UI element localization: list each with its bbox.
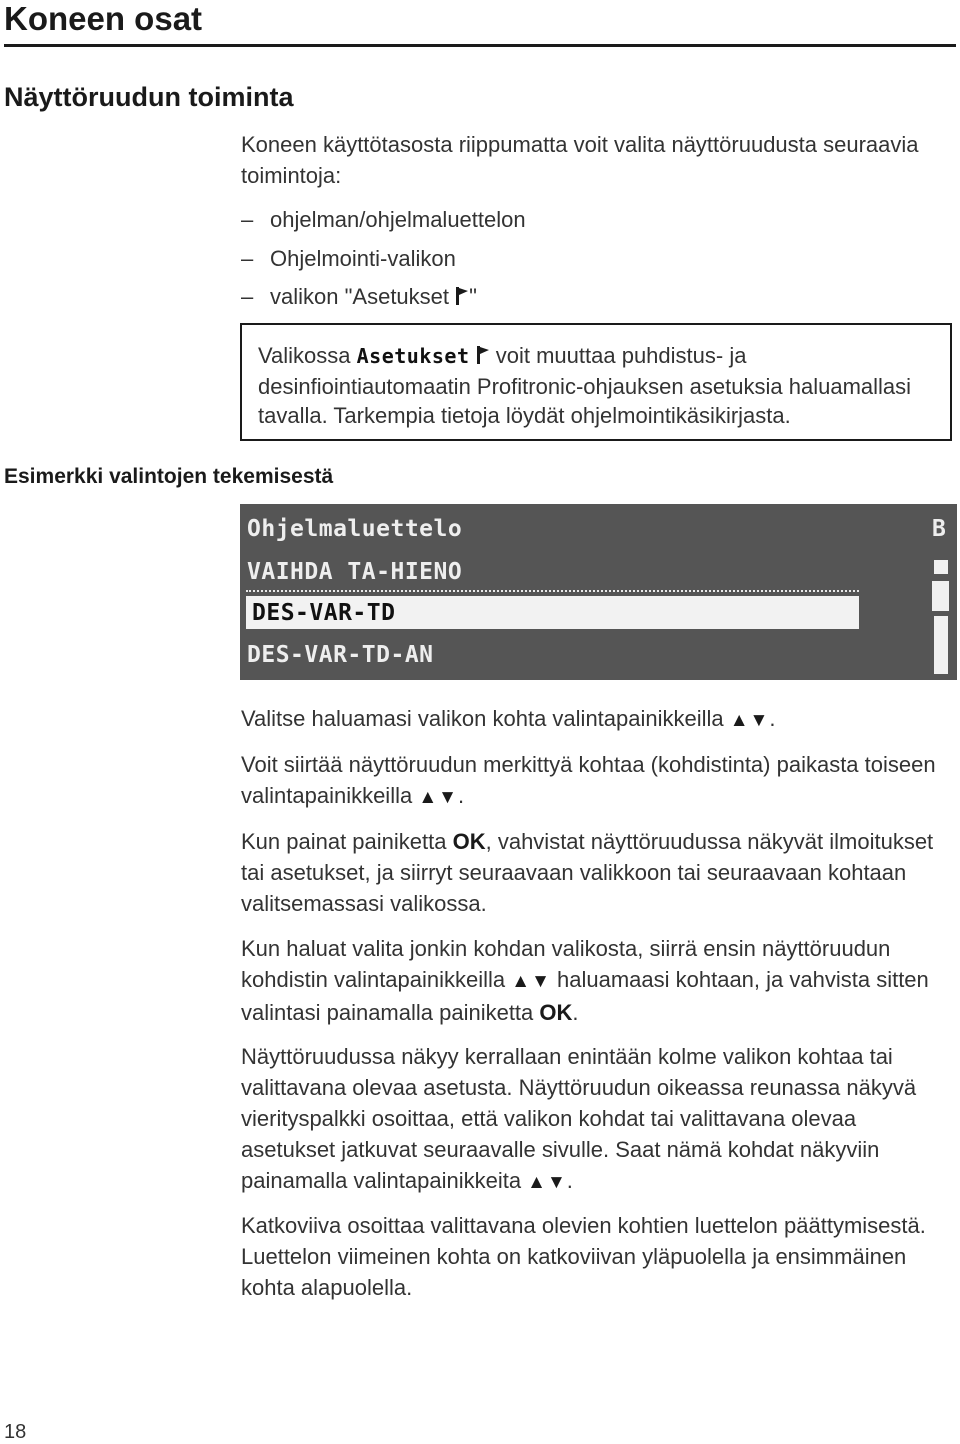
paragraph-text: Valitse haluamasi valikon kohta valintapainikkeilla bbox=[241, 706, 730, 731]
list-item bbox=[241, 205, 526, 235]
list-item-label: ohjelman/ohjelmaluettelon bbox=[270, 207, 526, 232]
paragraph-end: . bbox=[457, 783, 465, 808]
lcd-menu-item: VAIHDA TA-HIENO bbox=[247, 559, 463, 585]
lcd-menu-item: DES-VAR-TD-AN bbox=[247, 642, 434, 668]
paragraph bbox=[241, 1041, 956, 1198]
paragraph-text: haluamaasi kohtaan, ja vahvista sitten valintasi painamalla painiketta bbox=[241, 967, 929, 1025]
paragraph-text: Voit siirtää näyttöruudun merkittyä kohtaa (kohdistinta) paikasta toiseen valintapainikkeilla bbox=[241, 752, 936, 808]
list-dash: – bbox=[241, 284, 254, 309]
scrollbar-thumb bbox=[932, 581, 949, 611]
paragraph bbox=[241, 749, 956, 813]
section-title: Näyttöruudun toiminta bbox=[4, 82, 294, 112]
lcd-indicator: B bbox=[932, 516, 947, 542]
paragraph-end: . bbox=[572, 1000, 579, 1025]
ok-button-label: OK bbox=[539, 1000, 573, 1025]
paragraph-text: , vahvistat näyttöruudussa näkyvät ilmoitukset tai asetukset, ja siirryt seuraavaan valikkoon tai seuraavaan kohtaan valitsemassasi valikossa. bbox=[241, 829, 934, 916]
title-rule bbox=[4, 44, 956, 47]
paragraph-text: Kun painat painiketta bbox=[241, 829, 453, 854]
paragraph-text: Katkoviiva osoittaa valittavana olevien kohtien luettelon päättymisestä. Luettelon viimeinen kohta on katkoviivan yläpuolella ja ensimmäinen kohta alapuolella. bbox=[241, 1213, 926, 1300]
up-down-arrows-icon: ▲▼ bbox=[527, 1172, 567, 1193]
display-word: Asetukset bbox=[356, 344, 470, 368]
paragraph-text: Näyttöruudussa näkyy kerrallaan enintään kolme valikon kohtaa tai valittavana olevaa asetusta. Näyttöruudun oikeassa reunassa näkyvä vierityspalkki osoittaa, että valikon kohdat tai valittavana olevaa asetukset jatkuvat seuraavalle sivulle. Saat nämä kohdat näkyviin painamalla valintapainikkeita bbox=[241, 1044, 917, 1193]
flag-icon bbox=[476, 343, 490, 372]
intro-text: Koneen käyttötasosta riippumatta voit valita näyttöruudusta seuraavia toimintoja: bbox=[241, 132, 919, 188]
up-down-arrows-icon: ▲▼ bbox=[729, 710, 770, 731]
list-item-suffix: " bbox=[469, 284, 477, 309]
list-item-label: Ohjelmointi-valikon bbox=[270, 246, 456, 271]
list-item bbox=[241, 282, 477, 314]
up-down-arrows-icon: ▲▼ bbox=[511, 971, 551, 992]
example-heading: Esimerkki valintojen tekemisestä bbox=[4, 465, 334, 488]
note-rest: voit muuttaa puhdistus- ja desinfiointiautomaatin Profitronic-ohjauksen asetuksia haluamallasi tavalla. Tarkempia tietoja löydät ohjelmointikäsikirjasta. bbox=[258, 343, 912, 428]
scrollbar-track bbox=[934, 616, 948, 674]
list-dash: – bbox=[241, 246, 254, 271]
paragraph-end: . bbox=[566, 1168, 573, 1193]
paragraph bbox=[241, 933, 956, 1028]
lcd-display bbox=[240, 504, 957, 680]
paragraph bbox=[241, 826, 956, 919]
lcd-menu-item-selected: DES-VAR-TD bbox=[252, 600, 396, 626]
paragraph bbox=[241, 703, 956, 736]
list-item bbox=[241, 244, 456, 274]
page-number: 18 bbox=[4, 1421, 27, 1443]
up-down-arrows-icon: ▲▼ bbox=[418, 787, 458, 808]
list-item-label: valikon "Asetukset bbox=[270, 284, 456, 309]
page-title: Koneen osat bbox=[4, 0, 203, 37]
list-dash: – bbox=[241, 207, 254, 232]
paragraph bbox=[241, 1210, 956, 1303]
paragraph-text: Kun haluat valita jonkin kohdan valikosta, siirrä ensin näyttöruudun kohdistin valintapainikkeilla bbox=[241, 936, 891, 992]
paragraph-end: . bbox=[769, 706, 776, 731]
scrollbar-top-marker bbox=[934, 560, 948, 574]
note-prefix: Valikossa bbox=[258, 343, 357, 368]
lcd-title: Ohjelmaluettelo bbox=[247, 516, 463, 542]
note-box bbox=[240, 323, 952, 441]
flag-icon bbox=[455, 284, 469, 314]
lcd-dotted-separator bbox=[246, 590, 859, 592]
ok-button-label: OK bbox=[452, 829, 486, 854]
